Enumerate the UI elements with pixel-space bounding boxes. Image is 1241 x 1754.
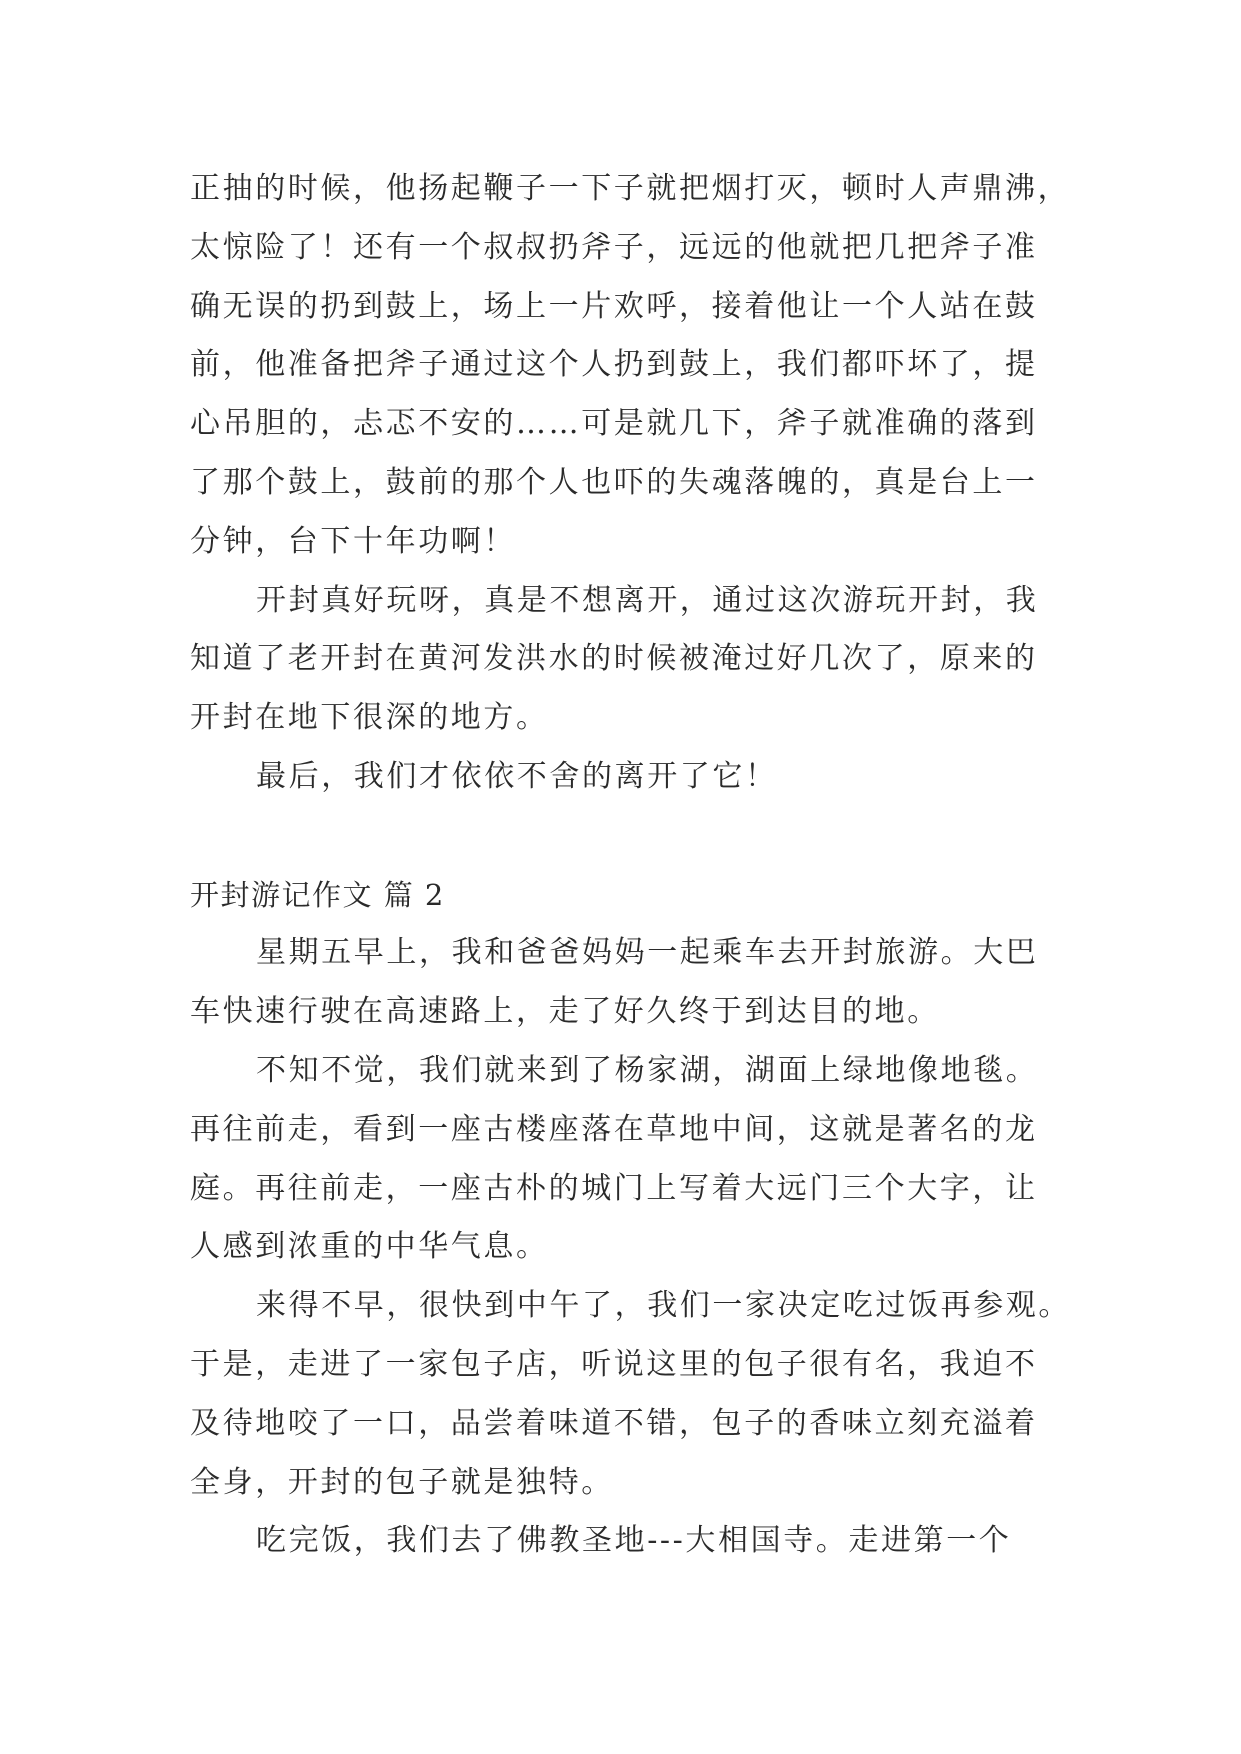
text-line: 开封在地下很深的地方。 bbox=[190, 700, 549, 736]
paragraph-first-line: 来得不早，很快到中午了，我们一家决定吃过饭再参观。 bbox=[256, 1288, 1071, 1324]
section-heading: 开封游记作文 篇 2 bbox=[190, 877, 445, 912]
text-line: 再往前走，看到一座古楼座落在草地中间，这就是著名的龙 bbox=[190, 1111, 1038, 1147]
text-line: 及待地咬了一口，品尝着味道不错，包子的香味立刻充溢着 bbox=[190, 1405, 1038, 1441]
paragraph-first-line: 最后，我们才依依不舍的离开了它！ bbox=[256, 758, 778, 794]
text-line: 分钟，台下十年功啊！ bbox=[190, 523, 516, 559]
paragraph-first-line: 星期五早上，我和爸爸妈妈一起乘车去开封旅游。大巴 bbox=[256, 935, 1039, 971]
text-line: 人感到浓重的中华气息。 bbox=[190, 1229, 549, 1265]
text-line: 于是，走进了一家包子店，听说这里的包子很有名，我迫不 bbox=[190, 1346, 1038, 1382]
text-line: 正抽的时候，他扬起鞭子一下子就把烟打灭，顿时人声鼎沸， bbox=[190, 171, 1071, 206]
text-line: 前，他准备把斧子通过这个人扔到鼓上，我们都吓坏了，提 bbox=[190, 347, 1038, 383]
text-line: 确无误的扔到鼓上，场上一片欢呼，接着他让一个人站在鼓 bbox=[190, 288, 1038, 324]
text-line: 太惊险了！还有一个叔叔扔斧子，远远的他就把几把斧子准 bbox=[190, 229, 1038, 265]
text-line: 心吊胆的，忐忑不安的……可是就几下，斧子就准确的落到 bbox=[190, 406, 1038, 442]
text-line: 车快速行驶在高速路上，走了好久终于到达目的地。 bbox=[190, 994, 940, 1030]
paragraph-first-line: 不知不觉，我们就来到了杨家湖，湖面上绿地像地毯。 bbox=[256, 1052, 1039, 1088]
text-line: 了那个鼓上，鼓前的那个人也吓的失魂落魄的，真是台上一 bbox=[190, 464, 1038, 500]
text-line: 知道了老开封在黄河发洪水的时候被淹过好几次了，原来的 bbox=[190, 641, 1038, 677]
text-line: 庭。再往前走，一座古朴的城门上写着大远门三个大字，让 bbox=[190, 1170, 1038, 1206]
paragraph-first-line: 吃完饭，我们去了佛教圣地---大相国寺。走进第一个 bbox=[256, 1523, 1012, 1559]
section-gap bbox=[190, 807, 1070, 866]
essay-body bbox=[190, 160, 1070, 1571]
paragraph-first-line: 开封真好玩呀，真是不想离开，通过这次游玩开封，我 bbox=[256, 582, 1039, 618]
text-line: 全身，开封的包子就是独特。 bbox=[190, 1464, 614, 1500]
